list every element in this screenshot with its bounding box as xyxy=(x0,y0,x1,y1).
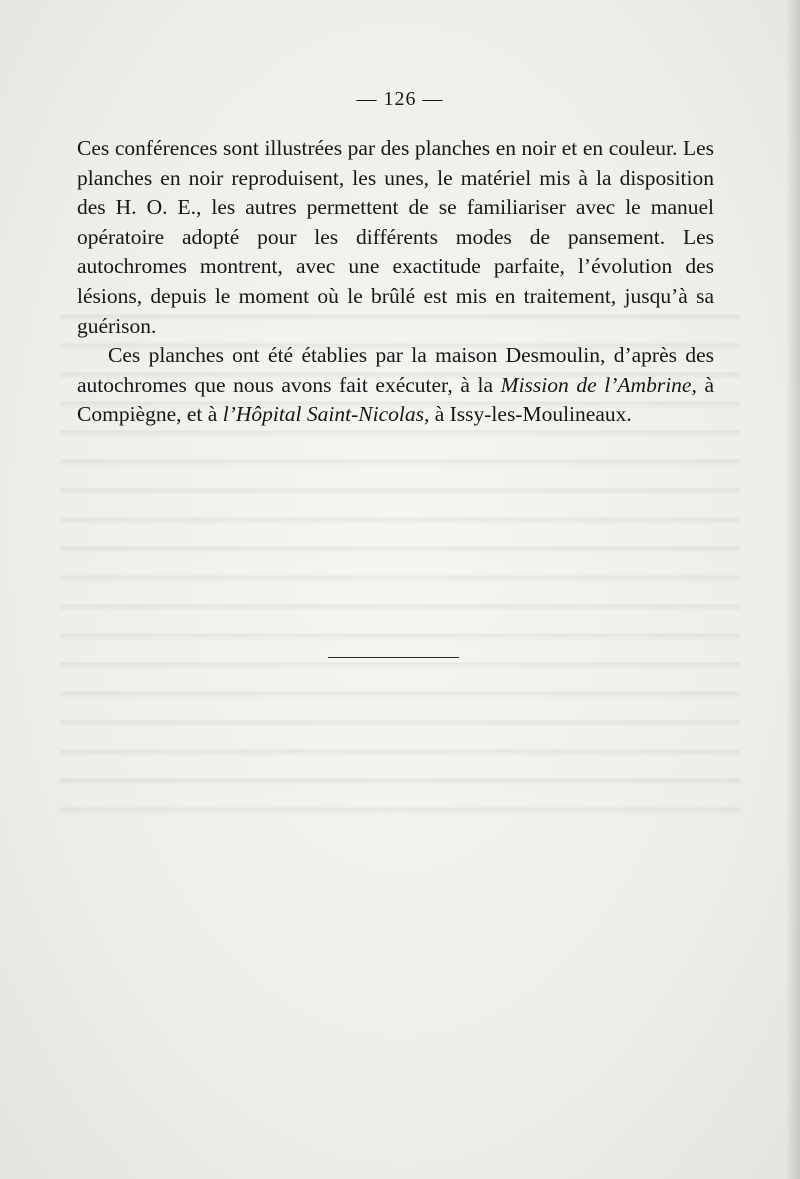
body-text xyxy=(77,134,714,430)
paragraph-2-text-a: Ces planches ont été établies par la maison Desmoulin, d’après des autochromes que nous avons fait exécuter, à la xyxy=(77,343,714,397)
section-separator-rule xyxy=(328,657,459,658)
page-edge-shadow xyxy=(786,0,800,1179)
mission-ambrine-italic: Mission de l’Ambrine, xyxy=(500,372,697,397)
paragraph-2 xyxy=(77,341,714,430)
page-number: — 126 — xyxy=(356,88,444,110)
paragraph-2-text-b: à Compiègne, et à xyxy=(77,372,715,427)
hopital-saint-nicolas-italic: l’Hôpital Saint-Nicolas, xyxy=(222,402,430,427)
paragraph-2-text-c: à Issy-les-Moulineaux. xyxy=(429,402,632,427)
paragraph-1: Ces conférences sont illustrées par des planches en noir et en couleur. Les planches en noir reproduisent, les unes, le matériel mis à la disposition des H. O. E., les autres permettent de se familiariser avec le manuel opératoire adopté pour les différents modes de pansement. Les autochromes montrent, avec une exactitude parfaite, l’évolution des lésions, depuis le moment où le brûlé est mis en traitement, jusqu’à sa guérison. xyxy=(77,136,714,338)
